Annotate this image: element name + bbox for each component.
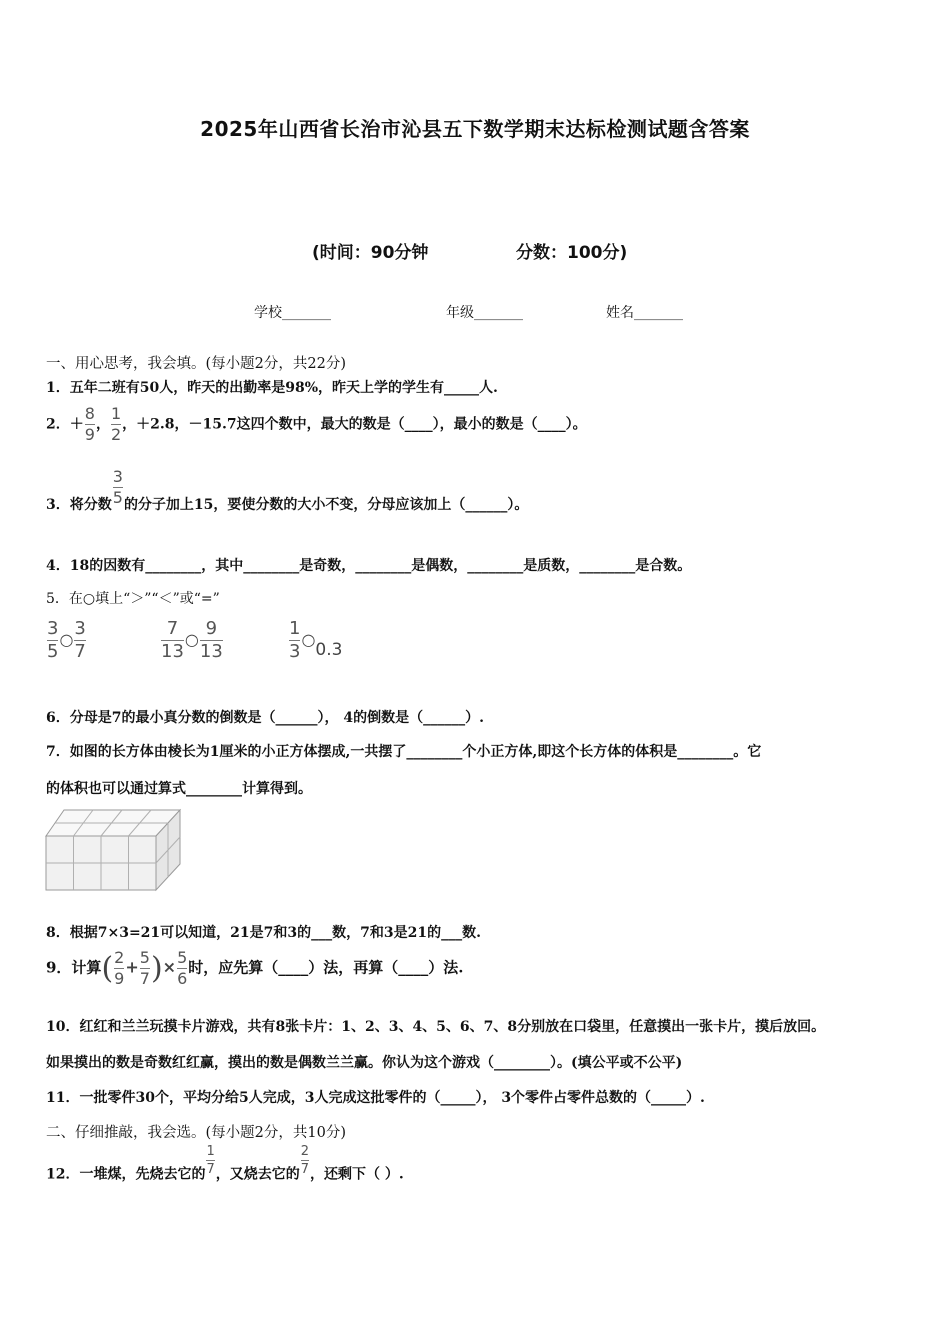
question-4: 4．18的因数有________，其中________是奇数，________是偶数，________是质数，________是合数。 <box>46 558 692 574</box>
name-field: 姓名_______ <box>606 305 683 321</box>
question-1 <box>46 377 498 397</box>
numerator: 1 <box>110 404 122 423</box>
question-7-line-1: 7．如图的长方体由棱长为1厘米的小正方体摆成,一共摆了________个小正方体,即这个长方体的体积是________。它 <box>46 744 762 760</box>
compare-2-right <box>200 620 223 661</box>
denominator: 7 <box>300 1162 310 1177</box>
numerator: 3 <box>112 467 123 486</box>
question-12-fraction-a <box>206 1145 214 1176</box>
section-1-heading: 一、用心思考，我会填。(每小题2分，共22分) <box>46 356 346 372</box>
question-3-fraction <box>113 469 123 506</box>
question-5 <box>46 588 220 608</box>
question-8: 8．根据7×3=21可以知道，21是7和3的___数，7和3是21的___数. <box>46 925 481 941</box>
question-2-sep: ， <box>95 416 110 433</box>
numerator: 8 <box>84 404 95 423</box>
numerator: 5 <box>139 948 150 967</box>
denominator: 7 <box>206 1162 215 1177</box>
question-12-suffix: ，还剩下（ ）. <box>310 1166 404 1183</box>
denominator: 5 <box>47 641 59 662</box>
denominator: 7 <box>139 969 150 988</box>
numerator: 2 <box>114 948 125 967</box>
numerator: 3 <box>47 618 59 639</box>
compare-1 <box>46 620 87 661</box>
numerator: 1 <box>206 1144 215 1159</box>
denominator: 2 <box>110 425 122 444</box>
question-2-fraction-a <box>85 406 95 443</box>
denominator: 6 <box>177 969 188 988</box>
denominator: 3 <box>289 641 301 662</box>
question-9-fraction-b <box>140 950 150 987</box>
compare-3-right: 0.3 <box>315 640 343 660</box>
question-9-prefix: 9．计算 <box>46 958 102 977</box>
numerator: 7 <box>166 618 179 639</box>
question-12-fraction-b <box>301 1145 309 1176</box>
plus-sign: + <box>125 957 139 977</box>
numerator: 1 <box>289 618 301 639</box>
question-3-suffix: 的分子加上15，要使分数的大小不变，分母应该加上（______）。 <box>123 497 529 513</box>
question-2-suffix: ，＋2.8，－15.7这四个数中，最大的数是（____），最小的数是（____）。 <box>122 416 587 433</box>
question-9: 9．计算( $\frac{2}{9}$ + $\frac{5}{7}$ )× $\frac{5}{6}$ 时，应先算（____）法，再算（____）法. <box>46 948 464 988</box>
cuboid-figure <box>44 806 184 892</box>
section-2-heading: 二、仔细推敲，我会选。(每小题2分，共10分) <box>46 1125 346 1141</box>
exam-score: 分数：100分) <box>516 243 628 263</box>
question-2-prefix: 2．＋ <box>46 416 84 433</box>
question-12-mid: ，又烧去它的 <box>215 1166 300 1183</box>
compare-2 <box>160 620 224 661</box>
question-10-line-1: 10．红红和兰兰玩摸卡片游戏，共有8张卡片：1、2、3、4、5、6、7、8分别放在口袋里，任意摸出一张卡片，摸后放回。 <box>46 1019 826 1035</box>
question-5-text: 5．在○填上“＞”“＜”或“=” <box>46 591 220 607</box>
grade-field: 年级_______ <box>446 305 523 321</box>
page-title: 2025年山西省长治市沁县五下数学期末达标检测试题含答案 <box>200 117 750 141</box>
question-11: 11．一批零件30个，平均分给5人完成，3人完成这批零件的（_____）， 3个零件占零件总数的（_____）. <box>46 1090 705 1106</box>
question-6: 6．分母是7的最小真分数的倒数是（______）， 4的倒数是（______）. <box>46 710 484 726</box>
numerator: 3 <box>74 618 86 639</box>
compare-1-left <box>47 620 58 661</box>
question-7-line-2: 的体积也可以通过算式________计算得到。 <box>46 781 312 797</box>
question-2 <box>46 406 587 443</box>
compare-2-left <box>161 620 184 661</box>
numerator: 2 <box>300 1144 310 1159</box>
times-sign: × <box>162 957 177 977</box>
question-3-prefix: 3．将分数 <box>46 497 112 513</box>
question-3 <box>46 469 528 514</box>
school-field: 学校_______ <box>254 305 331 321</box>
question-9-suffix: 时，应先算（____）法，再算（____）法. <box>188 958 464 977</box>
denominator: 9 <box>114 969 125 988</box>
denominator: 7 <box>74 641 86 662</box>
compare-circle[interactable]: ○ <box>301 630 316 649</box>
question-12-prefix: 12．一堆煤，先烧去它的 <box>46 1166 206 1183</box>
question-9-fraction-a <box>114 950 124 987</box>
compare-3-left <box>289 620 300 661</box>
denominator: 13 <box>199 641 223 662</box>
numerator: 5 <box>177 948 188 967</box>
compare-3 <box>288 620 342 661</box>
question-9-fraction-c <box>177 950 187 987</box>
exam-time: (时间：90分钟 <box>312 243 429 263</box>
question-10-line-2: 如果摸出的数是奇数红红赢，摸出的数是偶数兰兰赢。你认为这个游戏（________）。(填公平或不公平) <box>46 1055 683 1071</box>
question-12 <box>46 1145 404 1184</box>
compare-1-right <box>74 620 85 661</box>
compare-circle[interactable]: ○ <box>59 630 74 649</box>
question-1-text: 1．五年二班有50人，昨天的出勤率是98%，昨天上学的学生有_____人. <box>46 380 498 396</box>
compare-circle[interactable]: ○ <box>184 630 199 649</box>
denominator: 5 <box>112 488 123 507</box>
numerator: 9 <box>205 618 218 639</box>
question-2-fraction-b <box>111 406 121 443</box>
denominator: 9 <box>84 425 95 444</box>
denominator: 13 <box>161 641 184 662</box>
